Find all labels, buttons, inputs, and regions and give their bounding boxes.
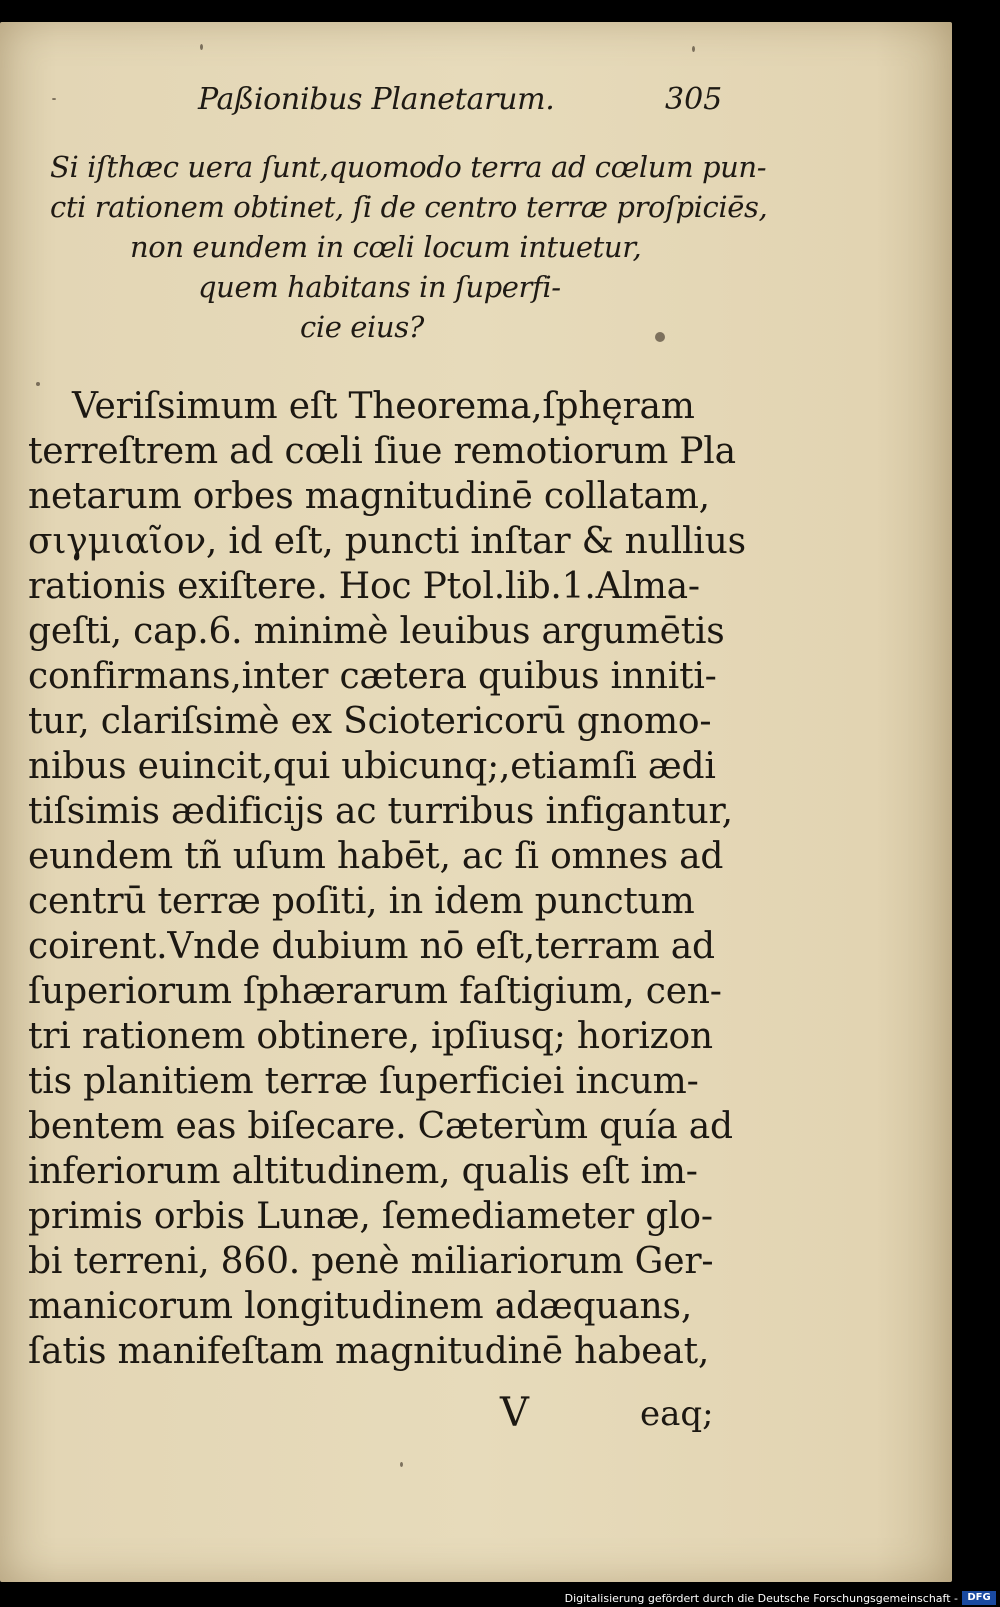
heading-line: cie eius? [300, 310, 424, 344]
body-line: eundem tñ uſum habēt, ac ſi omnes ad [28, 836, 724, 877]
body-line: bi terreni, 860. penè miliariorum Ger- [28, 1241, 714, 1282]
body-line: tri rationem obtinere, ipſiusq; horizon [28, 1016, 713, 1057]
body-line: confirmans,inter cætera quibus inniti- [28, 656, 717, 697]
body-line: centrū terræ poſiti, in idem punctum [28, 881, 695, 922]
body-line: inferiorum altitudinem, qualis eſt im- [28, 1151, 698, 1192]
paper-speck [36, 382, 40, 386]
body-line: geſti, cap.6. minimè leuibus argumētis [28, 611, 725, 652]
body-line: tiſsimis ædificijs ac turribus infigantur, [28, 791, 733, 832]
body-line: bentem eas biſecare. Cæterùm quía ad [28, 1106, 733, 1147]
page-header [0, 82, 952, 132]
body-line: manicorum longitudinem adæquans, [28, 1286, 693, 1327]
body-line: netarum orbes magnitudinē collatam, [28, 476, 710, 517]
body-line: nibus euincit,qui ubicunq;,etiamſi ædi [28, 746, 716, 787]
body-line: rationis exiſtere. Hoc Ptol.lib.1.Alma- [28, 566, 700, 607]
body-line: terreſtrem ad cœli ſiue remotiorum Pla [28, 431, 736, 472]
heading-line: cti rationem obtinet, ſi de centro terræ proſpiciēs, [50, 190, 768, 224]
catchword: eaq; [640, 1394, 714, 1434]
heading-line: non eundem in cœli locum intuetur, [130, 230, 642, 264]
body-line: ſatis manifeſtam magnitudinē habeat, [28, 1331, 710, 1372]
body-line: coirent.Vnde dubium nō eſt,terram ad [28, 926, 715, 967]
paper-speck [655, 332, 665, 342]
body-line: ſuperiorum ſphærarum faſtigium, cen- [28, 971, 722, 1012]
body-line: primis orbis Lunæ, ſemediameter glo- [28, 1196, 713, 1237]
page-number: 305 [665, 82, 723, 117]
heading-line: Si iſthæc uera ſunt,quomodo terra ad cœlum pun- [50, 150, 767, 184]
paper-speck [400, 1462, 403, 1467]
body-line: Veriſsimum eſt Theorema,ſphęram [72, 386, 695, 427]
signature-mark: V [500, 1390, 529, 1436]
body-line: σιγμιαῖον, id eſt, puncti inſtar & nullius [28, 521, 746, 562]
paper-speck [692, 46, 695, 52]
dfg-logo: DFG [962, 1591, 996, 1605]
running-title: Paßionibus Planetarum. [198, 82, 555, 117]
paper-speck [200, 44, 203, 50]
book-page [0, 22, 952, 1582]
heading-line: quem habitans in ſuperfi- [198, 270, 561, 304]
body-line: tis planitiem terræ ſuperficiei incum- [28, 1061, 699, 1102]
body-line: tur, clariſsimè ex Sciotericorū gnomo- [28, 701, 712, 742]
digitization-credit: Digitalisierung gefördert durch die Deutsche Forschungsgemeinschaft - [564, 1592, 958, 1605]
paper-speck [52, 98, 56, 100]
